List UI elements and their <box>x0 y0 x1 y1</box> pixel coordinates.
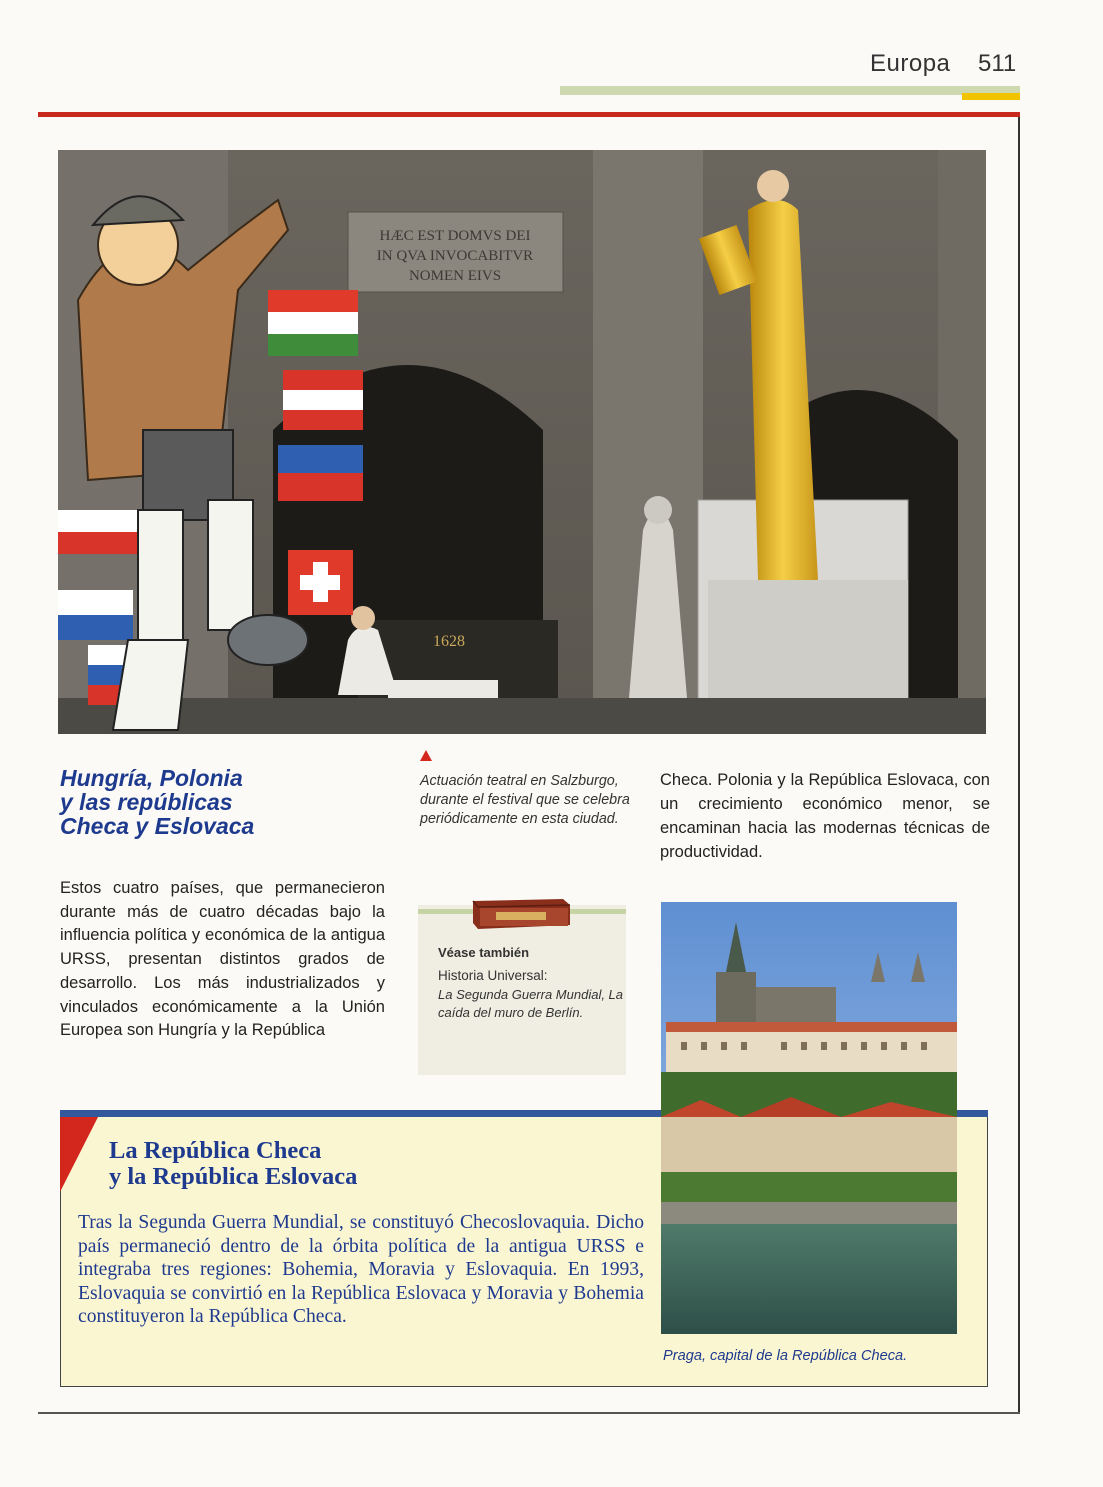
box-title-line: La República Checa <box>109 1137 322 1164</box>
heading-line: Hungría, Polonia <box>60 765 243 791</box>
body-text-column-1: Estos cuatro países, que permanecieron durante más de cuatro décadas bajo la influencia política y económica de la antigua URSS, presentan distintos grados de desarrollo. Los más industrializados y vinculados económicamente a la Unión Europea son Hungría y la República <box>60 879 385 1040</box>
box-text: Tras la Segunda Guerra Mundial, se constituyó Checoslovaquia. Dicho país permaneció dentro de la órbita política de la antigua URSS e integraba tres regiones: Bohemia, Moravia y Eslovaquia. En 1993, Eslovaquia se convirtió en la República Eslovaca y Moravia y Bohemia constituyeron la República Checa. <box>78 1212 644 1327</box>
box-title-line: y la República Eslovaca <box>109 1163 358 1190</box>
praga-photo-illustration <box>661 902 957 1334</box>
inscription-line-3: NOMEN EIVS <box>408 268 502 284</box>
heading-line: Checa y Eslovaca <box>60 813 255 839</box>
inscription-line-2: IN QVA INVOCABITVR <box>376 248 534 264</box>
see-also-box <box>418 905 626 1075</box>
running-header-section: Europa <box>870 50 951 77</box>
see-also-topics: La Segunda Guerra Mundial, La caída del muro de Berlín. <box>438 987 624 1020</box>
salzburg-photo-illustration <box>58 150 986 734</box>
box-title <box>109 1138 529 1190</box>
book-icon <box>468 893 573 933</box>
header-green-rule <box>560 86 1020 95</box>
inscription-line-1: HÆC EST DOMVS DEI <box>379 228 531 244</box>
section-heading <box>60 766 360 838</box>
box-red-corner <box>60 1117 98 1192</box>
gate-date: 1628 <box>433 633 465 650</box>
page-frame-right <box>1018 117 1020 1414</box>
page-frame-bottom <box>38 1412 1020 1414</box>
praga-photo <box>661 902 957 1334</box>
praga-caption: Praga, capital de la República Checa. <box>663 1348 908 1364</box>
heading-line: y las repúblicas <box>60 789 233 815</box>
photo-caption: Actuación teatral en Salzburgo, durante el festival que se celebra periódicamente en esta ciudad. <box>420 773 630 827</box>
salzburg-festival-photo <box>58 150 986 734</box>
header-yellow-tab <box>962 93 1020 100</box>
top-red-rule <box>38 112 1020 117</box>
see-also-category: Historia Universal: <box>438 968 548 983</box>
body-text-column-3: Checa. Polonia y la República Eslovaca, con un crecimiento económico menor, se encaminan hacia las modernas técnicas de productividad. <box>660 771 990 861</box>
page-number: 511 <box>978 50 1017 77</box>
see-also-label: Véase también <box>438 945 530 960</box>
caption-pointer-icon <box>420 750 432 761</box>
